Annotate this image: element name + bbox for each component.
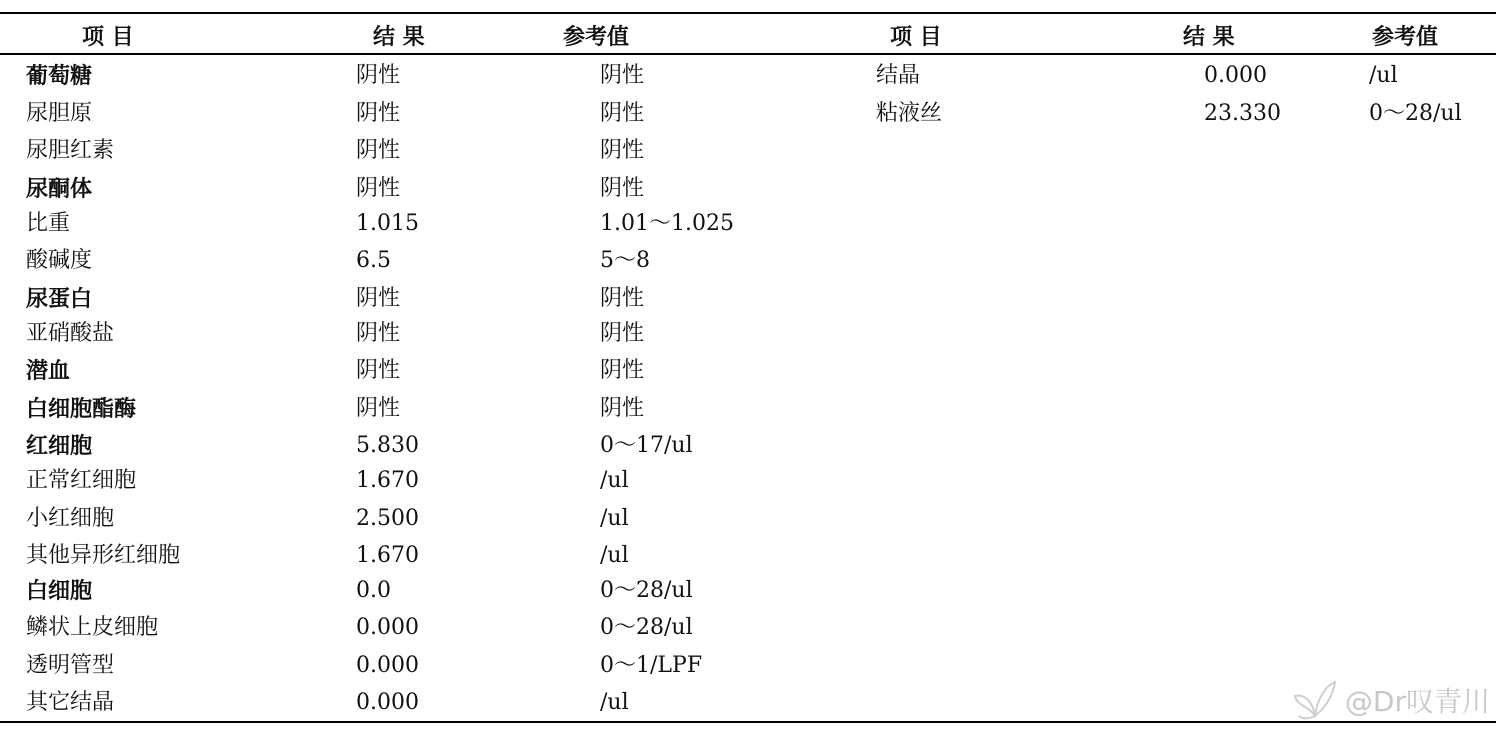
left-ref-cell: 阴性	[600, 138, 645, 163]
left-result-cell: 阴性	[356, 396, 401, 421]
left-ref-cell: 阴性	[600, 321, 645, 346]
left-item-cell: 潜血	[26, 358, 71, 384]
left-item-cell: 比重	[26, 211, 71, 236]
left-item-cell: 亚硝酸盐	[26, 321, 115, 346]
left-result-cell: 2.500	[356, 506, 419, 531]
left-ref-cell: 1.01～1.025	[600, 211, 734, 236]
right-ref-cell: /ul	[1369, 63, 1398, 88]
left-result-cell: 0.000	[356, 653, 419, 678]
left-result-cell: 阴性	[356, 63, 401, 88]
left-result-cell: 1.670	[356, 468, 419, 493]
left-item-cell: 鳞状上皮细胞	[26, 615, 159, 640]
header-left-item: 项 目	[82, 24, 134, 50]
left-ref-cell: 0～17/ul	[600, 433, 693, 458]
left-item-cell: 其他异形红细胞	[26, 543, 181, 568]
left-item-cell: 透明管型	[26, 653, 115, 678]
left-result-cell: 阴性	[356, 286, 401, 311]
left-item-cell: 葡萄糖	[26, 63, 93, 89]
left-ref-cell: 0～28/ul	[600, 578, 693, 603]
header-left-result: 结 果	[373, 24, 425, 50]
table-top-rule	[0, 12, 1496, 14]
right-result-cell: 23.330	[1204, 101, 1281, 126]
left-ref-cell: /ul	[600, 543, 629, 568]
left-result-cell: 1.670	[356, 543, 419, 568]
left-ref-cell: 阴性	[600, 176, 645, 201]
left-item-cell: 白细胞	[26, 578, 93, 604]
watermark-text: @Dr叹青川	[1344, 685, 1490, 718]
left-result-cell: 1.015	[356, 211, 419, 236]
left-item-cell: 尿胆原	[26, 101, 93, 126]
left-item-cell: 红细胞	[26, 433, 93, 459]
left-result-cell: 6.5	[356, 248, 391, 273]
left-result-cell: 5.830	[356, 433, 419, 458]
left-item-cell: 尿酮体	[26, 176, 93, 202]
left-ref-cell: /ul	[600, 506, 629, 531]
left-item-cell: 正常红细胞	[26, 468, 137, 493]
right-result-cell: 0.000	[1204, 63, 1267, 88]
right-ref-cell: 0～28/ul	[1369, 101, 1462, 126]
left-result-cell: 阴性	[356, 358, 401, 383]
left-ref-cell: /ul	[600, 690, 629, 715]
left-item-cell: 其它结晶	[26, 690, 115, 715]
left-item-cell: 尿胆红素	[26, 138, 115, 163]
watermark	[1291, 676, 1490, 724]
table-header-rule	[0, 53, 1496, 55]
left-ref-cell: 阴性	[600, 358, 645, 383]
header-right-item: 项 目	[890, 24, 942, 50]
right-item-cell: 结晶	[876, 63, 921, 88]
left-ref-cell: 0～28/ul	[600, 615, 693, 640]
left-result-cell: 0.000	[356, 615, 419, 640]
left-ref-cell: 阴性	[600, 101, 645, 126]
left-result-cell: 阴性	[356, 138, 401, 163]
left-ref-cell: 阴性	[600, 396, 645, 421]
left-ref-cell: /ul	[600, 468, 629, 493]
left-ref-cell: 阴性	[600, 286, 645, 311]
left-result-cell: 0.0	[356, 578, 391, 603]
table-bottom-rule	[0, 721, 1496, 723]
left-ref-cell: 5～8	[600, 248, 650, 273]
left-result-cell: 0.000	[356, 690, 419, 715]
header-right-result: 结 果	[1183, 24, 1235, 50]
header-left-ref: 参考值	[563, 24, 630, 50]
left-item-cell: 小红细胞	[26, 506, 115, 531]
left-result-cell: 阴性	[356, 101, 401, 126]
left-item-cell: 白细胞酯酶	[26, 396, 137, 422]
left-item-cell: 尿蛋白	[26, 286, 93, 312]
left-result-cell: 阴性	[356, 321, 401, 346]
butterfly-icon	[1291, 676, 1339, 724]
header-right-ref: 参考值	[1372, 24, 1439, 50]
left-item-cell: 酸碱度	[26, 248, 93, 273]
left-ref-cell: 阴性	[600, 63, 645, 88]
left-ref-cell: 0～1/LPF	[600, 653, 703, 678]
left-result-cell: 阴性	[356, 176, 401, 201]
right-item-cell: 粘液丝	[876, 101, 943, 126]
